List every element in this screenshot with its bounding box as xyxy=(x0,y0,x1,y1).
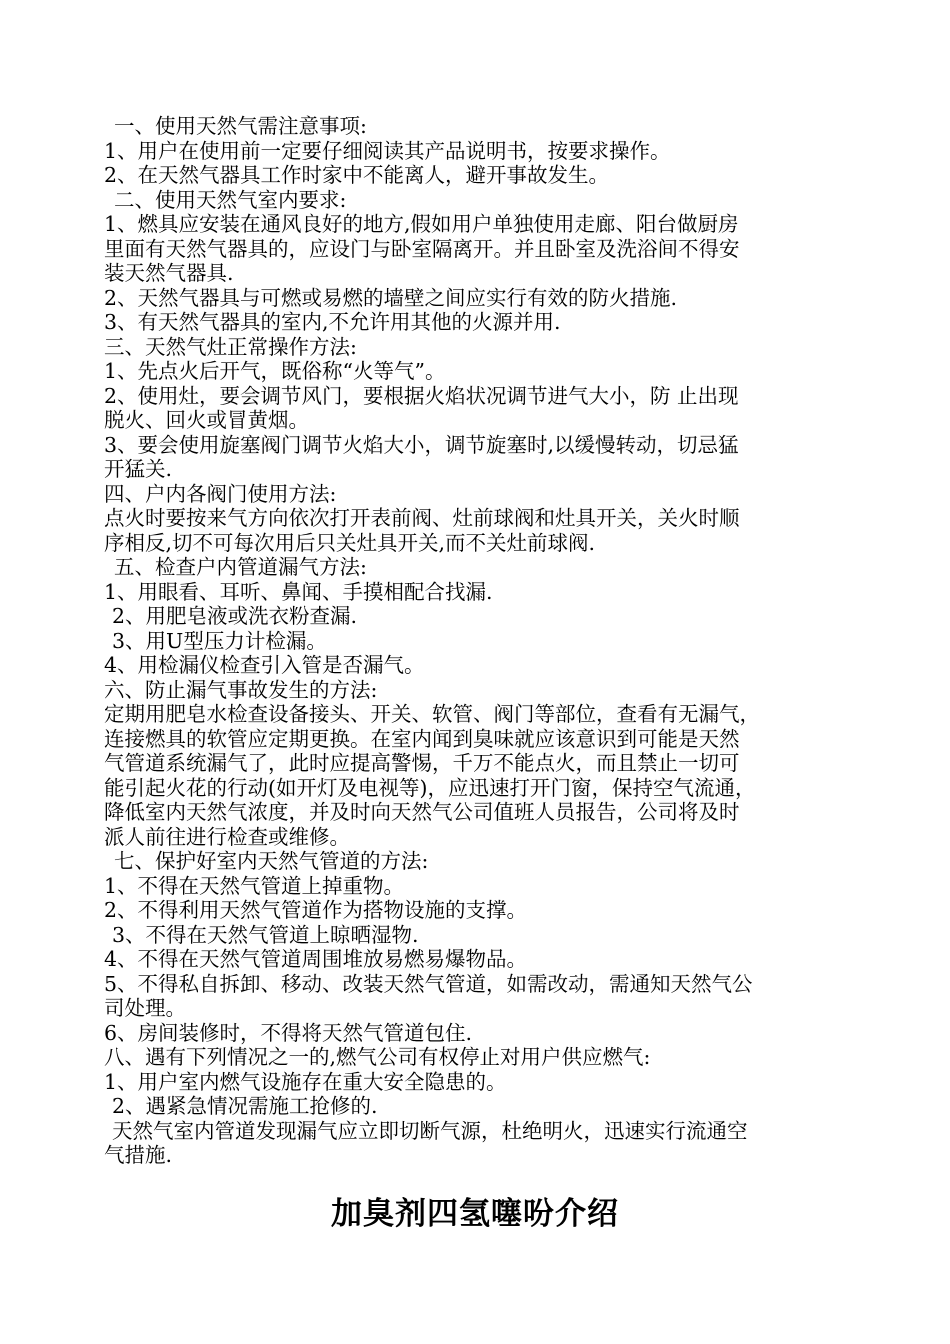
paragraph-line: 3、用U型压力计检漏。 xyxy=(112,628,327,653)
paragraph-line: 连接燃具的软管应定期更换。在室内闻到臭味就应该意识到可能是天然 xyxy=(104,726,740,751)
document-body xyxy=(104,114,804,1168)
paragraph-line: 脱火、回火或冒黄烟。 xyxy=(104,408,309,432)
paragraph-line: 天然气室内管道发现漏气应立即切断气源，杜绝明火，迅速实行流通空 xyxy=(112,1118,748,1143)
paragraph-line: 1、燃具应安装在通风良好的地方,假如用户单独使用走廊、阳台做厨房 xyxy=(104,212,739,236)
paragraph-line: 2、遇紧急情况需施工抢修的. xyxy=(112,1094,378,1118)
paragraph-line: 2、使用灶，要会调节风门，要根据火焰状况调节进气大小，防 止出现 xyxy=(104,383,739,408)
paragraph-line: 派人前往进行检查或维修。 xyxy=(104,824,350,849)
section-heading-7: 七、保护好室内天然气管道的方法: xyxy=(114,849,429,873)
section-heading-1: 一、使用天然气需注意事项: xyxy=(114,114,367,138)
paragraph-line: 1、用户在使用前一定要仔细阅读其产品说明书，按要求操作。 xyxy=(104,138,671,163)
paragraph-line: 1、先点火后开气，既俗称“火等气”。 xyxy=(104,359,446,383)
document-title: 加臭剂四氢噻吩介绍 xyxy=(331,1196,619,1232)
section-heading-4: 四、户内各阀门使用方法: xyxy=(104,481,337,506)
paragraph-line: 能引起火花的行动(如开灯及电视等)，应迅速打开门窗，保持空气流通， xyxy=(104,775,756,800)
paragraph-line: 4、不得在天然气管道周围堆放易燃易爆物品。 xyxy=(104,947,528,971)
section-heading-6: 六、防止漏气事故发生的方法: xyxy=(104,677,378,702)
paragraph-line: 里面有天然气器具的，应设门与卧室隔离开。并且卧室及洗浴间不得安 xyxy=(104,236,740,261)
paragraph-line: 2、不得利用天然气管道作为搭物设施的支撑。 xyxy=(104,898,528,922)
paragraph-line: 1、用眼看、耳听、鼻闻、手摸相配合找漏. xyxy=(104,579,493,604)
paragraph-line: 4、用检漏仪检查引入管是否漏气。 xyxy=(104,653,425,677)
paragraph-line: 6、房间装修时，不得将天然气管道包住. xyxy=(104,1020,473,1045)
paragraph-line: 3、有天然气器具的室内,不允许用其他的火源并用. xyxy=(104,310,561,334)
paragraph-line: 2、在天然气器具工作时家中不能离人，避开事故发生。 xyxy=(104,163,610,187)
paragraph-line: 1、用户室内燃气设施存在重大安全隐患的。 xyxy=(104,1069,507,1094)
paragraph-line: 气管道系统漏气了，此时应提高警惕，千万不能点火，而且禁止一切可 xyxy=(104,751,740,775)
paragraph-line: 司处理。 xyxy=(104,996,186,1020)
paragraph-line: 5、不得私自拆卸、移动、改装天然气管道，如需改动，需通知天然气公 xyxy=(104,971,753,996)
paragraph-line: 3、不得在天然气管道上晾晒湿物. xyxy=(112,922,419,947)
section-heading-8: 八、遇有下列情况之一的,燃气公司有权停止对用户供应燃气: xyxy=(104,1045,651,1069)
section-heading-3: 三、天然气灶正常操作方法: xyxy=(104,334,357,359)
paragraph-line: 点火时要按来气方向依次打开表前阀、灶前球阀和灶具开关，关火时顺 xyxy=(104,506,740,530)
paragraph-line: 装天然气器具. xyxy=(104,261,234,285)
paragraph-line: 3、要会使用旋塞阀门调节火焰大小，调节旋塞时,以缓慢转动，切忌猛 xyxy=(104,432,739,457)
paragraph-line: 序相反,切不可每次用后只关灶具开关,而不关灶前球阀. xyxy=(104,530,596,555)
section-heading-5: 五、检查户内管道漏气方法: xyxy=(114,555,367,579)
paragraph-line: 定期用肥皂水检查设备接头、开关、软管、阀门等部位，查看有无漏气， xyxy=(104,702,760,726)
paragraph-line: 降低室内天然气浓度，并及时向天然气公司值班人员报告，公司将及时 xyxy=(104,800,740,824)
paragraph-line: 1、不得在天然气管道上掉重物。 xyxy=(104,873,405,898)
paragraph-line: 2、用肥皂液或洗衣粉查漏. xyxy=(112,604,358,628)
paragraph-line: 气措施. xyxy=(104,1143,173,1167)
paragraph-line: 2、天然气器具与可燃或易燃的墙壁之间应实行有效的防火措施. xyxy=(104,285,678,310)
section-heading-2: 二、使用天然气室内要求: xyxy=(114,187,347,212)
paragraph-line: 开猛关. xyxy=(104,457,173,481)
